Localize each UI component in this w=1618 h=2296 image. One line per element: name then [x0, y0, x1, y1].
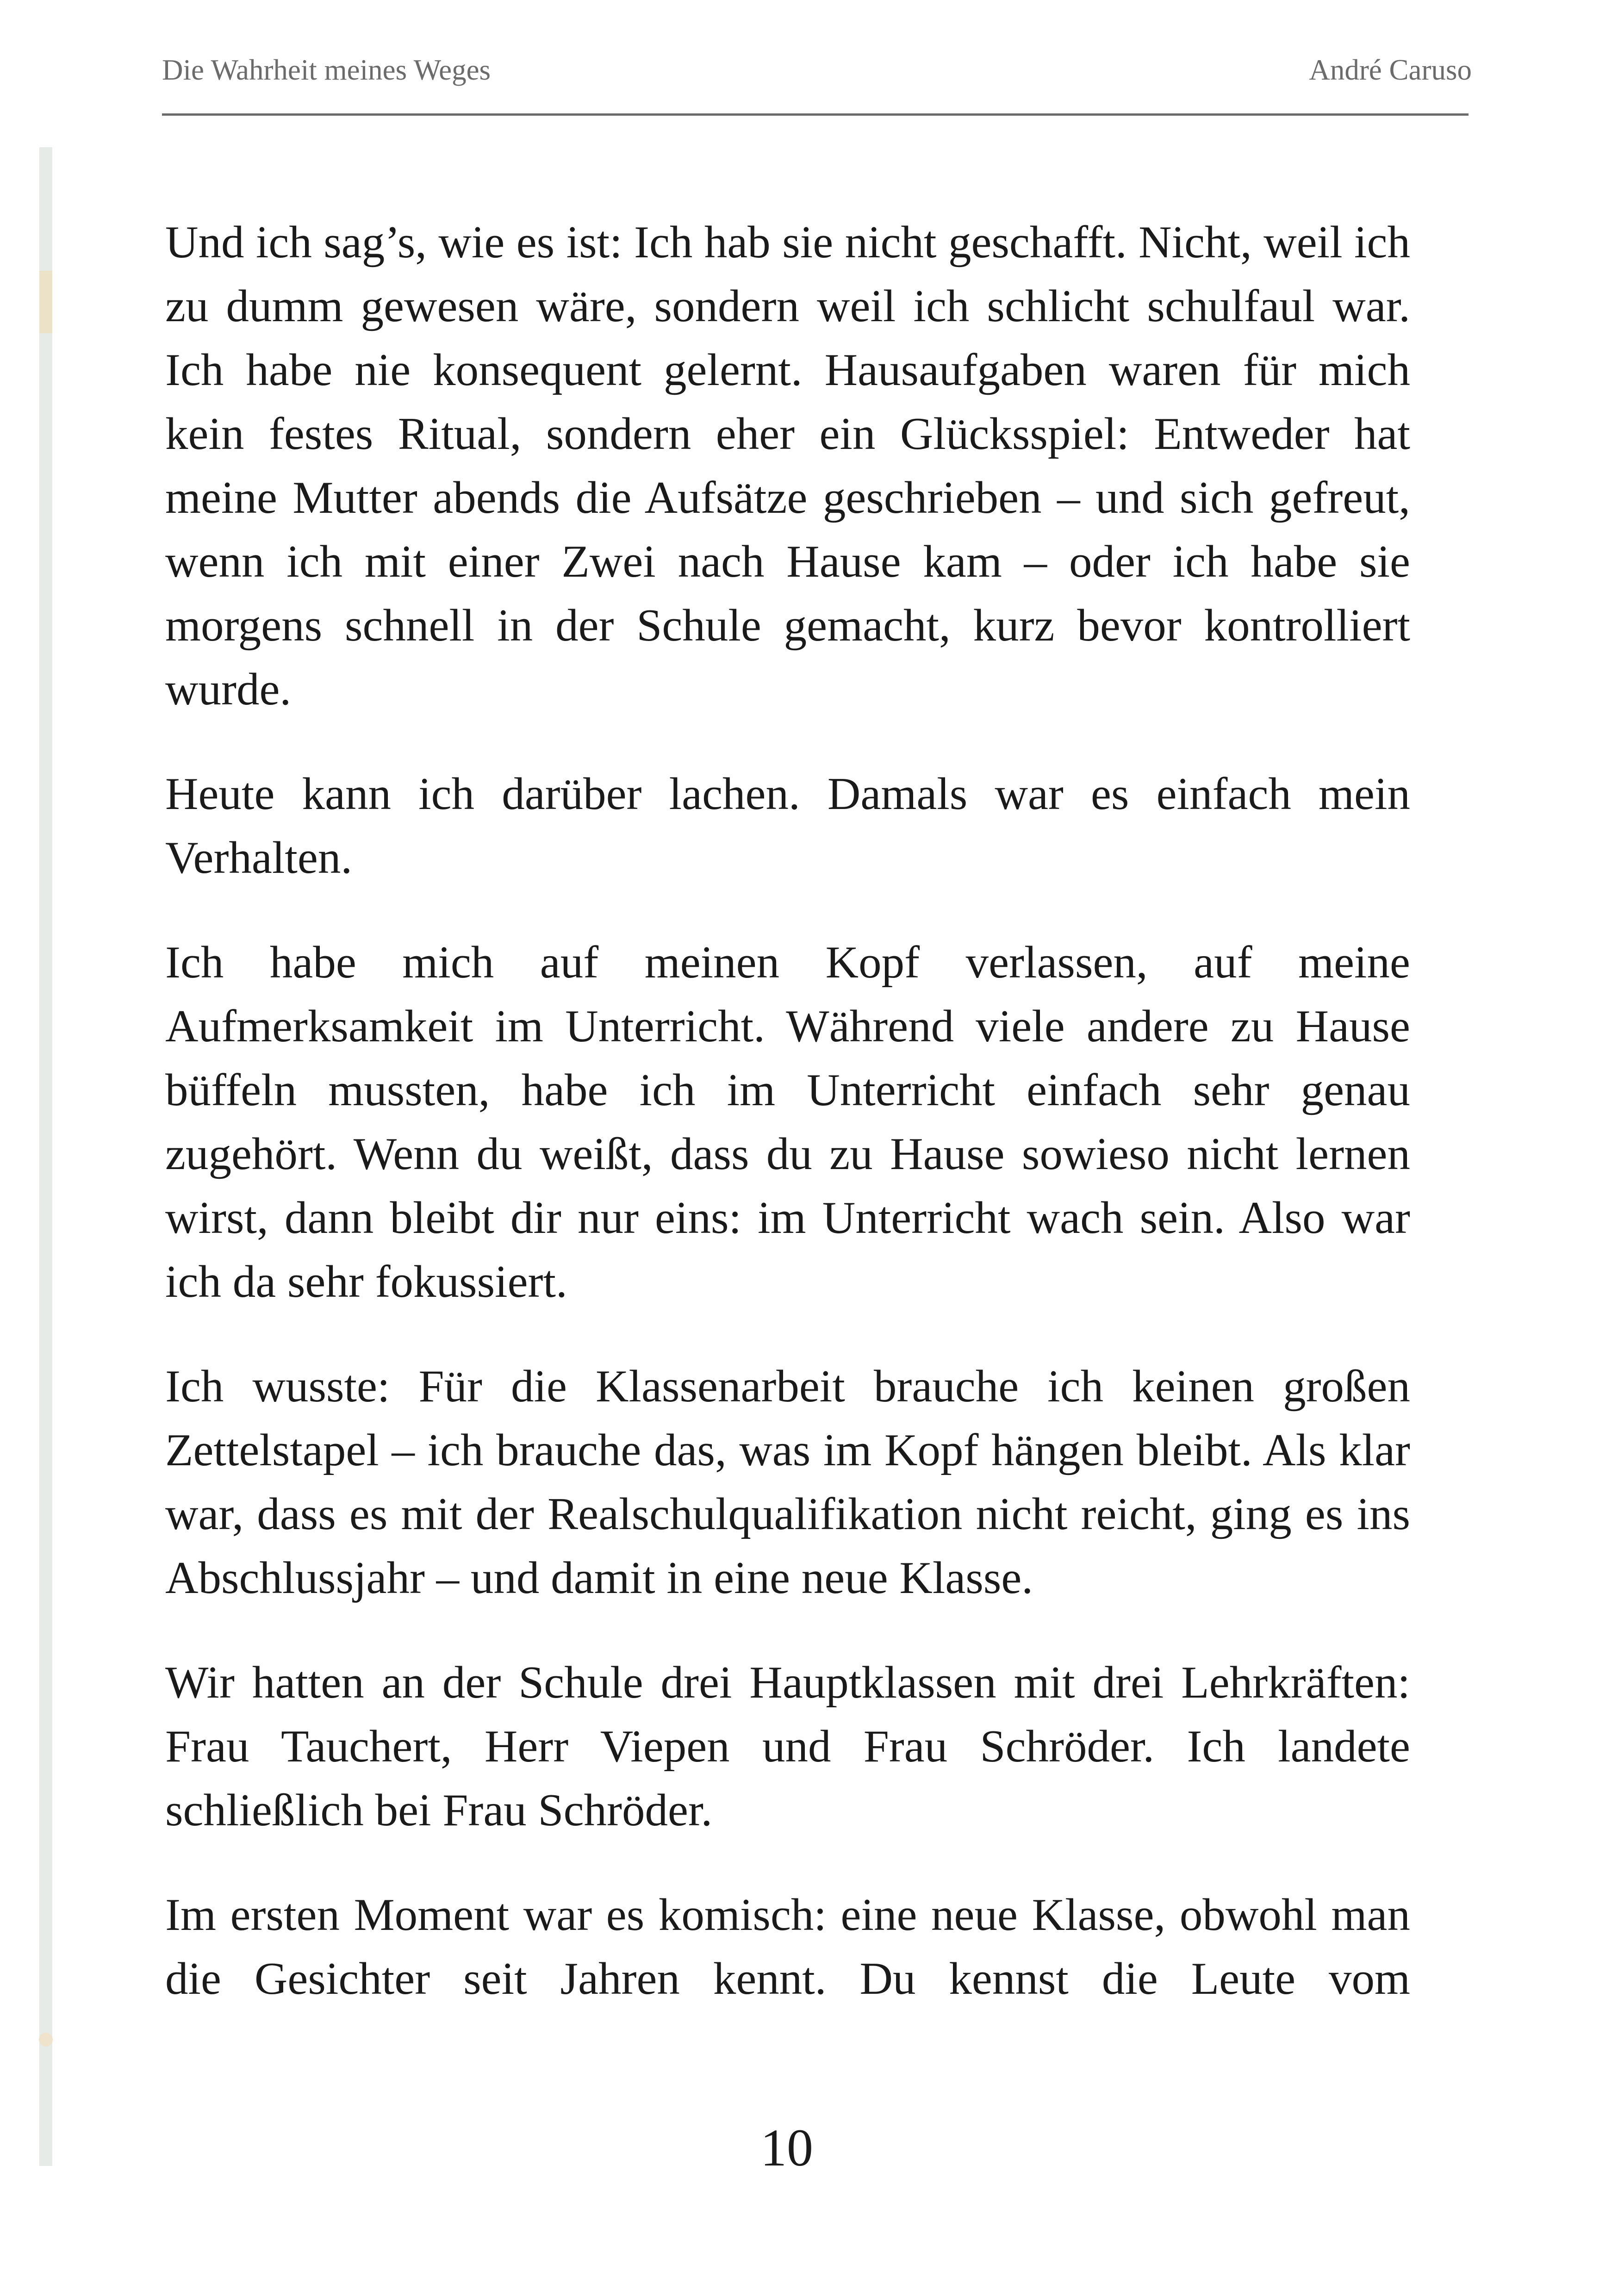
page-number: 10: [760, 2118, 813, 2177]
paragraph: Und ich sag’s, wie es ist: Ich hab sie nicht geschafft. Nicht, weil ich zu dumm gewesen wäre, sondern weil ich schlicht schulfaul war. Ich habe nie konsequent gelernt. Hausaufgaben waren für mich kein festes Ritual, sondern eher ein Glücksspiel: Entweder hat meine Mutter abends die Aufsätze geschrieben – und sich gefreut, wenn ich mit einer Zwei nach Hause kam – oder ich habe sie morgens schnell in der Schule gemacht, kurz bevor kontrolliert wurde.: [165, 217, 1410, 715]
book-author: André Caruso: [1309, 54, 1472, 86]
margin-dot: [39, 2033, 53, 2047]
paragraph: Wir hatten an der Schule drei Hauptklassen mit drei Lehrkräften: Frau Tauchert, Herr Viepen und Frau Schröder. Ich landete schließlich bei Frau Schröder.: [165, 1657, 1410, 1836]
body-text: [165, 211, 1410, 2011]
paragraph: Ich wusste: Für die Klassenarbeit brauche ich keinen großen Zettelstapel – ich brauche das, was im Kopf hängen bleibt. Als klar war, dass es mit der Realschulqualifikation nicht reicht, ging es ins Abschlussjahr – und damit in eine neue Klasse.: [165, 1361, 1410, 1603]
book-title: Die Wahrheit meines Weges: [162, 54, 491, 86]
header-divider: [162, 113, 1469, 116]
paragraph: Ich habe mich auf meinen Kopf verlassen, auf meine Aufmerksamkeit im Unterricht. Während viele andere zu Hause büffeln mussten, habe ich im Unterricht einfach sehr genau zugehört. Wenn du weißt, dass du zu Hause sowieso nicht lernen wirst, dann bleibt dir nur eins: im Unterricht wach sein. Also war ich da sehr fokussiert.: [165, 937, 1410, 1307]
paragraph: Heute kann ich darüber lachen. Damals war es einfach mein Verhalten.: [165, 769, 1410, 883]
margin-bar: [39, 147, 52, 2166]
margin-highlight: [39, 271, 52, 333]
paragraph: Im ersten Moment war es komisch: eine neue Klasse, obwohl man die Gesichter seit Jahren kennt. Du kennst die Leute vom: [165, 1890, 1410, 2004]
running-header: [162, 53, 1472, 95]
